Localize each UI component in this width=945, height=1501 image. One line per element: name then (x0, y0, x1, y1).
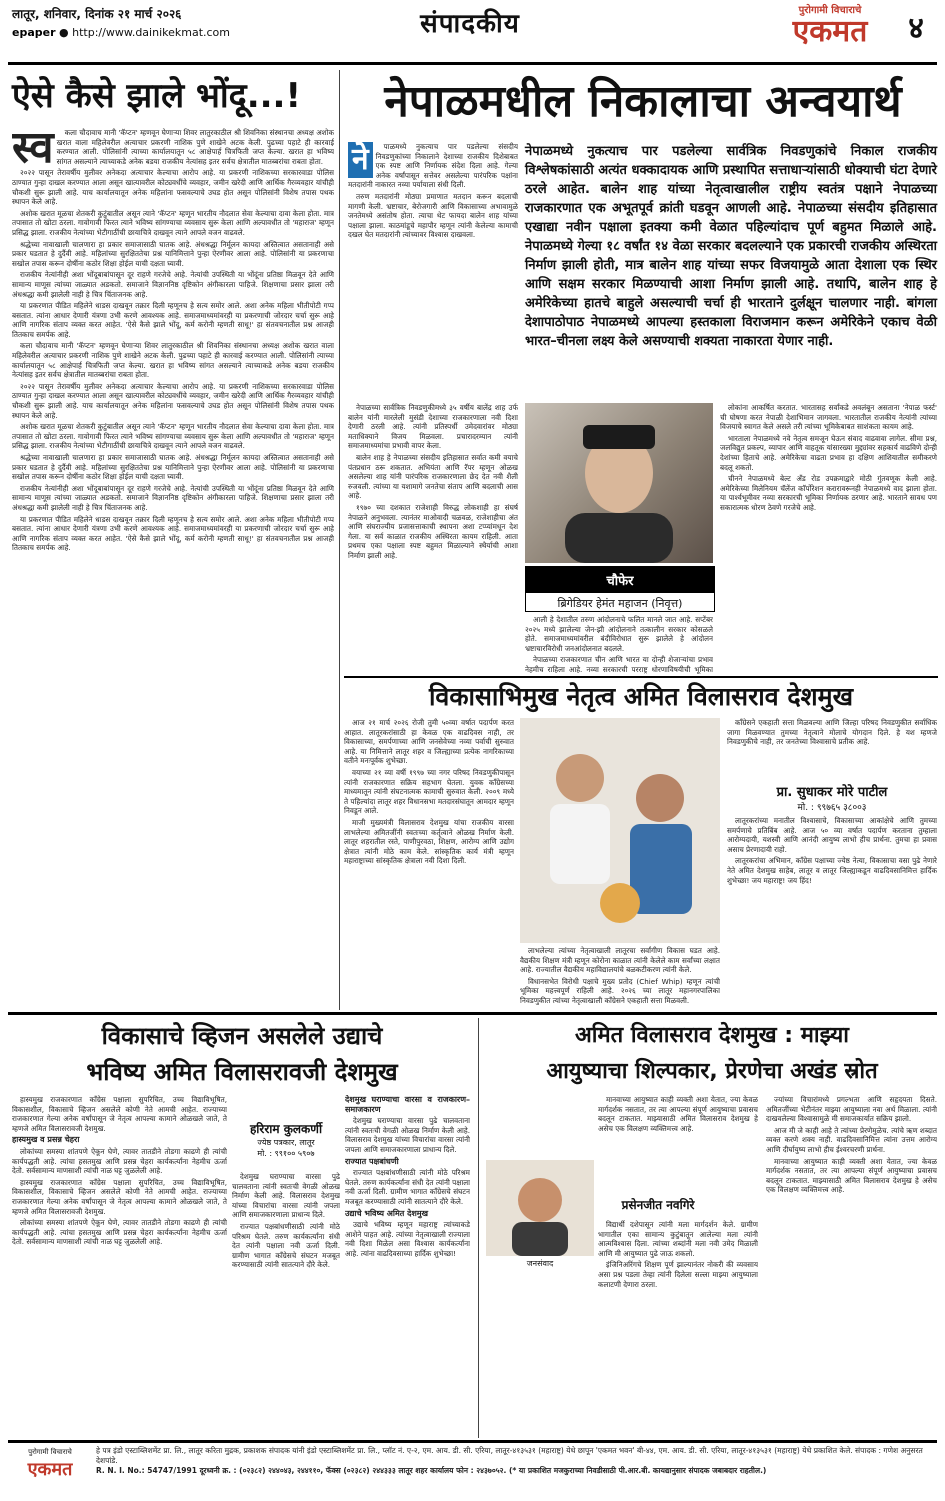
deshmukh-author-name: प्रा. सुधाकर मोरे पाटील (776, 785, 888, 800)
left-article-paragraph: राजकीय नेत्यांनीही अशा भोंदूबाबांपासून दूर राहणे गरजेचे आहे. नेत्यांची उपस्थिती या भोंदूंना प्रतिष्ठा मिळवून देते आणि सामान्य माणूस त्यांच्या जाळ्यात अडकतो. समाजाने विज्ञाननिष्ठ दृष्टिकोन अंगीकारला पाहिजे. शिक्षणाचा प्रसार झाला तरी अंधश्रद्धा कमी झालेली नाही हे चित्र चिंताजनक आहे. (12, 270, 334, 299)
shilpkar-col1-top (598, 1095, 758, 1192)
deshmukh-paragraph: लातूरकरांच्या मनातील विश्वासाचे, विकासाच्या आकांक्षेचे आणि तुमच्या समर्पणाचे प्रतिबिंब आहे. आज ५० व्या वर्षात पदार्पण करताना तुम्हाला आरोग्यदायी, यशस्वी आणि आनंदी आयुष्य लाभो हीच प्रार्थना. तुमचा हा प्रवास असाच प्रेरणादायी राहो. (727, 816, 937, 854)
vision-paragraph: देशमुख घराण्याचा वारसा पुढे चालवताना त्यांनी स्वतःची वेगळी ओळख निर्माण केली आहे. विलासराव देशमुख यांच्या विचारांचा वारसा त्यांनी जपला आणि समाजकारणाला प्राधान्य दिले. (345, 1116, 470, 1154)
globe-icon: ● (59, 26, 69, 39)
left-article-paragraph: राजकीय नेत्यांनीही अशा भोंदूबाबांपासून दूर राहणे गरजेचे आहे. नेत्यांची उपस्थिती या भोंदूंना प्रतिष्ठा मिळवून देते आणि सामान्य माणूस त्यांच्या जाळ्यात अडकतो. समाजाने विज्ञाननिष्ठ दृष्टिकोन अंगीकारला पाहिजे. शिक्षणाचा प्रसार झाला तरी अंधश्रद्धा कमी झालेली नाही हे चित्र चिंताजनक आहे. (12, 483, 334, 512)
shilpkar-headline (486, 1018, 938, 1090)
main-article-paragraph: चीनने नेपाळमध्ये बेल्ट अँड रोड उपक्रमाद्वारे मोठी गुंतवणूक केली आहे. अमेरिकेच्या मिलेनियम चॅलेंज कॉर्पोरेशन करारावरूनही नेपाळमध्ये वाद झाला होता. या पार्श्वभूमीवर नव्या सरकारची भूमिका निर्णायक ठरणार आहे. भारताने सावध पण सकारात्मक धोरण ठेवणे गरजेचे आहे. (720, 474, 937, 512)
shilpkar-author-name: प्रसेनजीत नवगिरे (621, 1198, 695, 1212)
deshmukh-col2 (520, 946, 720, 1008)
vision-subhead: राज्यात पक्षबांधणी (345, 1156, 399, 1166)
shilpkar-col1-bottom (598, 1220, 758, 1435)
vision-subhead: देशमुख घराण्याचा वारसा व राजकारण–समाजकारण (345, 1095, 470, 1114)
main-article-paragraph: पाळमध्ये नुकत्याच पार पडलेल्या संसदीय निवडणुकांच्या निकालाने देशाच्या राजकीय दिशेबाबत एक स्पष्ट आणि निर्णायक संदेश दिला आहे. गेल्या अनेक वर्षांपासून सत्तेवर असलेल्या पारंपरिक पक्षांना मतदारांनी नाकारत नव्या पर्यायाला संधी दिली. (348, 142, 518, 190)
author-column-name: चौफेर (526, 567, 714, 593)
deshmukh-paragraph: विधानसभेत विरोधी पक्षाचे मुख्य प्रतोद (Chief Whip) म्हणून त्यांची भूमिका महत्त्वपूर्ण राहिली आहे. २०२६ च्या लातूर महानगरपालिका निवडणुकीत त्यांच्या नेतृत्वाखाली काँग्रेसने एकहाती सत्ता मिळवली. (520, 976, 720, 1005)
shilpkar-col2 (766, 1095, 937, 1435)
main-article-paragraph: नेपाळच्या सार्वत्रिक निवडणुकीमध्ये ३५ वर्षीय बालेंद्र शाह उर्फ बालेन यांनी मारलेली मुसंडी देशाच्या राजकारणाला नवी दिशा देणारी ठरली आहे. त्यांनी प्रतिस्पर्धी उमेदवारांवर मोठ्या मताधिक्याने विजय मिळवला. प्रचारादरम्यान त्यांनी समाजमाध्यमांचा प्रभावी वापर केला. (348, 403, 518, 451)
vision-subhead: हास्यमुख व प्रसन्न चेहरा (12, 1135, 80, 1145)
section-title: संपादकीय (420, 9, 520, 39)
main-article-paragraph: नेपाळच्या राजकारणात चीन आणि भारत या दोन्ही शेजाऱ्यांचा प्रभाव नेहमीच राहिला आहे. नव्या सरकारची परराष्ट्र धोरणाविषयीची भूमिका (525, 655, 713, 674)
left-article-headline: ऐसे कैसे झाले भोंदू...! (12, 76, 301, 116)
deshmukh-paragraph: वयाच्या २१ व्या वर्षी १९९७ च्या नगर परिषद निवडणुकीपासून त्यांनी राजकारणात सक्रिय सहभाग घेतला. युवक काँग्रेसच्या माध्यमातून त्यांनी संघटनात्मक कामाची सुरुवात केली. २००९ मध्ये ते पहिल्यांदा लातूर शहर विधानसभा मतदारसंघातून आमदार म्हणून निवडून आले. (344, 767, 514, 816)
footer-imprint-line2: R. N. I. No.: 54747/1991 दूरध्वनी क्र. : (०२३८२) २४४०४३, २४४११०, फॅक्स (०२३८२) २४४३३३ लातूर शहर कार्यालय फोन : २४३७०५२. (* या प्रकाशित मजकुराच्या निवडीसाठी पी.आर.बी. कायद्यानुसार संपादक जबाबदार राहतील.) (96, 1466, 767, 1475)
left-article-paragraph: या प्रकरणात पीडित महिलेने धाडस दाखवून तक्रार दिली म्हणूनच हे सत्य समोर आले. अशा अनेक महिला भीतीपोटी गप्प बसतात. त्यांना आधार देणारी यंत्रणा उभी करणे आवश्यक आहे. समाजमाध्यमांवरही या प्रकरणाची जोरदार चर्चा सुरू आहे आणि नागरिक संताप व्यक्त करत आहेत. 'ऐसे कैसे झाले भोंदू, कर्म करोनी म्हणती साधू!' हा संतवचनातील प्रश्न आजही तितकाच समर्पक आहे. (12, 514, 334, 553)
left-article-paragraph: २०२२ पासून तेरावर्षीय मुलीवर अनेकदा अत्याचार केल्याचा आरोप आहे. या प्रकरणी नाशिकच्या सरकारवाडा पोलिस ठाण्यात गुन्हा दाखल करण्यात आला असून खात्यावरील कोट्यवधींचे व्यवहार, जमीन खरेदी आणि आर्थिक गैरव्यवहार यांचीही चौकशी सुरू झाली आहे. याच कार्यालयातून अनेक महिलांना फसवल्याचे उघड होत असून पोलिसांनी विशेष तपास पथक स्थापन केले आहे. (12, 168, 334, 207)
vision-paragraph: राज्यात पक्षबांधणीसाठी त्यांनी मोठे परिश्रम घेतले. तरुण कार्यकर्त्यांना संधी देत त्यांनी पक्षाला नवी ऊर्जा दिली. ग्रामीण भागात काँग्रेसचे संघटन मजबूत करण्यासाठी त्यांनी सातत्याने दौरे केले. (345, 1168, 470, 1206)
main-article-paragraph: १९७० च्या दशकात राजेशाही विरुद्ध लोकशाही हा संघर्ष नेपाळने अनुभवला. त्यानंतर माओवादी चळवळ, राजेशाहीचा अंत आणि संघराज्यीय प्रजासत्ताकाची स्थापना अशा टप्प्यांमधून देश गेला. या सर्व काळात राजकीय अस्थिरता कायम राहिली. आता प्रथमच एका पक्षाला स्पष्ट बहुमत मिळाल्याने स्थैर्याची आशा निर्माण झाली आहे. (348, 502, 518, 560)
vision-headline-line2: भविष्य अमित विलासरावजी देशमुख (86, 1058, 398, 1086)
vision-headline (12, 1018, 472, 1090)
main-article-paragraph: आली हे देशातील तरुण आंदोलनाचे फलित मानले जात आहे. सप्टेंबर २०२५ मध्ये झालेल्या जेन-झी आंदोलनाने तत्कालीन सरकार कोसळले होते. समाजमाध्यमांवरील बंदीविरोधात सुरू झालेले हे आंदोलन भ्रष्टाचारविरोधी जनआंदोलनात बदलले. (525, 615, 713, 653)
vision-col3 (345, 1095, 470, 1435)
left-article-paragraph: २०२२ पासून तेरावर्षीय मुलीवर अनेकदा अत्याचार केल्याचा आरोप आहे. या प्रकरणी नाशिकच्या सरकारवाडा पोलिस ठाण्यात गुन्हा दाखल करण्यात आला असून खात्यावरील कोट्यवधींचे व्यवहार, जमीन खरेदी आणि आर्थिक गैरव्यवहार यांचीही चौकशी सुरू झाली आहे. याच कार्यालयातून अनेक महिलांना फसवल्याचे उघड होत असून पोलिसांनी विशेष तपास पथक स्थापन केले आहे. (12, 381, 334, 420)
shilpkar-paragraph: मानवाच्या आयुष्यात काही व्यक्ती अशा येतात, ज्या केवळ मार्गदर्शक नसतात, तर त्या आपल्या संपूर्ण आयुष्याचा प्रवासच बदलून टाकतात. माझ्यासाठी अमित विलासराव देशमुख हे असेच एक विलक्षण व्यक्तिमत्त्व आहे. (766, 1156, 937, 1195)
main-article-col2 (525, 615, 713, 675)
vision-col1 (12, 1095, 227, 1435)
left-article-paragraph: कला चौदावाच मानी 'कॅप्टन' म्हणवून घेणाऱ्या शिवर लातुरकाठील श्री शिवनिका संस्थानचा अध्यक्ष अशोक खरात वाला महिलेवरील अत्याचार प्रकरणी नाशिक पुणे शाखेने अटक केली. पुढच्या पहाटे ही कारवाई करण्यात आली. पोलिसांनी त्याच्या कार्यालयातून ५८ आक्षेपार्ह चित्रफिती जप्त केल्या. खरात हा भविष्य सांगत असल्याने त्याच्याकडे अनेक बडया राजकीय नेत्यांसह इतर सर्वच क्षेत्रातील मातब्बरांचा राबता होता. (12, 341, 334, 380)
page-number: ४ (896, 6, 936, 50)
epaper-link[interactable] (12, 25, 312, 41)
author-photo (525, 403, 713, 563)
vision-author-phone: मो. : ९९१०० ५९०७ (257, 1149, 315, 1158)
vision-byline (232, 1120, 340, 1168)
main-article-paragraph: लोकांना आकर्षित करतात. भारतासह सर्वांकडे अवलंबून असताना 'नेपाळ फर्स्ट' ची घोषणा करत नेपाळी देशाभिमान जागवला. भारतातील राजकीय नेत्यांनी त्यांच्या विजयाचे स्वागत केले असले तरी त्यांच्या भूमिकेबाबत साशंकता कायम आहे. (720, 403, 937, 432)
deshmukh-paragraph: माजी मुख्यमंत्री विलासराव देशमुख यांचा राजकीय वारसा लाभलेल्या अमितजींनी स्वतःच्या कर्तृत्वाने ओळख निर्माण केली. लातूर शहरातील रस्ते, पाणीपुरवठा, शिक्षण, आरोग्य आणि उद्योग क्षेत्रात त्यांनी मोठे काम केले. सांस्कृतिक कार्य मंत्री म्हणून महाराष्ट्राच्या सांस्कृतिक क्षेत्राला नवी दिशा दिली. (344, 817, 514, 866)
page-header-left (12, 6, 312, 41)
main-article-headline: नेपाळमधील निकालाचा अन्वयार्थ (384, 76, 902, 127)
deshmukh-col3-bottom (727, 816, 937, 1008)
deshmukh-paragraph: काँग्रेसने एकहाती सत्ता मिळवल्या आणि जिल्हा परिषद निवडणुकीत सर्वाधिक जागा मिळवण्यात तुमच्या नेतृत्वाने मोलाचे योगदान दिले. हे यश म्हणजे निवडणुकीचे नाही, तर जनतेच्या विश्वासाचे प्रतीक आहे. (727, 718, 937, 747)
deshmukh-col1 (344, 718, 514, 1008)
vision-author-name: हरिराम कुलकर्णी (249, 1122, 323, 1136)
main-article-dropcap: ने (348, 142, 373, 178)
footer-divider (8, 1440, 937, 1443)
footer-masthead-name: एकमत (27, 1459, 73, 1480)
section-divider (344, 676, 938, 678)
deshmukh-portrait-icon (520, 718, 720, 943)
deshmukh-author-phone: मो. : ९९७६५ ३८००३ (797, 803, 867, 813)
author-name: ब्रिगेडियर हेमंत महाजन (निवृत्त) (557, 597, 683, 610)
author-box (525, 566, 715, 612)
footer-imprint (96, 1446, 936, 1490)
left-article-paragraph: या प्रकरणात पीडित महिलेने धाडस दाखवून तक्रार दिली म्हणूनच हे सत्य समोर आले. अशा अनेक महिला भीतीपोटी गप्प बसतात. त्यांना आधार देणारी यंत्रणा उभी करणे आवश्यक आहे. समाजमाध्यमांवरही या प्रकरणाची जोरदार चर्चा सुरू आहे आणि नागरिक संताप व्यक्त करत आहेत. 'ऐसे कैसे झाले भोंदू, कर्म करोनी म्हणती साधू!' हा संतवचनातील प्रश्न आजही तितकाच समर्पक आहे. (12, 301, 334, 339)
footer-imprint-line1: हे पत्र इंडो एस्टाब्लिशमेंट प्रा. लि., लातूर करिता मुद्रक, प्रकाशक संपादक यांनी इंडो एस्टाब्लिशमेंट प्रा. लि., प्लॉट नं. ए-२, एम. आय. डी. सी. एरिया, लातूर-४१३५३१ (महाराष्ट्र) येथे छापून 'एकमत भवन' बी-४४, एम. आय. डी. सी. एरिया, लातूर-४१३५३१ (महाराष्ट्र) येथे प्रकाशित केले. संपादक : गणेश अनुसरत देशपांडे. (96, 1446, 923, 1465)
deshmukh-paragraph: लातूरकरांचा अभिमान, काँग्रेस पक्षाच्या ज्येष्ठ नेत्या, विकासाचा वसा पुढे नेणारे नेते अमित देशमुख साहेब, लातूर व लातूर जिल्ह्याकडून वाढदिवसानिमित्त हार्दिक शुभेच्छा! जय महाराष्ट्र! जय हिंद! (727, 856, 937, 885)
vision-subhead: उद्याचे भविष्य अमित देशमुख (345, 1208, 429, 1218)
left-article-paragraph: कला चौदावाच मानी 'कॅप्टन' म्हणवून घेणाऱ्या शिवर लातुरकाठील श्री शिवनिका संस्थानचा अध्यक्ष अशोक खरात वाला महिलेवरील अत्याचार प्रकरणी नाशिक पुणे शाखेने अटक केली. पुढच्या पहाटे ही कारवाई करण्यात आली. पोलिसांनी त्याच्या कार्यालयातून ५८ आक्षेपार्ह चित्रफिती जप्त केल्या. खरात हा भविष्य सांगत असल्याने त्याच्याकडे अनेक बडया राजकीय नेत्यांसह इतर सर्वच क्षेत्रातील मातब्बरांचा राबता होता. (56, 128, 334, 166)
main-article-col1-top (348, 142, 518, 397)
shilpkar-paragraph: विद्यार्थी दशेपासून त्यांनी मला मार्गदर्शन केले. ग्रामीण भागातील एका सामान्य कुटुंबातून आलेल्या मला त्यांनी आत्मविश्वास दिला. त्यांच्या शब्दांनी मला नवी उमेद मिळाली आणि मी आयुष्यात पुढे जाऊ शकलो. (598, 1220, 758, 1258)
author-portrait-icon (525, 403, 713, 563)
vision-paragraph: राज्यात पक्षबांधणीसाठी त्यांनी मोठे परिश्रम घेतले. तरुण कार्यकर्त्यांना संधी देत त्यांनी पक्षाला नवी ऊर्जा दिली. ग्रामीण भागात काँग्रेसचे संघटन मजबूत करण्यासाठी त्यांनी सातत्याने दौरे केले. (232, 1221, 340, 1270)
shilpkar-paragraph: इंजिनिअरिंगचे शिक्षण पूर्ण झाल्यानंतर नोकरी की व्यवसाय असा प्रश्न पडला तेव्हा त्यांनी दिलेला सल्ला माझ्या आयुष्याला कलाटणी देणारा ठरला. (598, 1260, 758, 1289)
vision-paragraph: देशमुख घराण्याचा वारसा पुढे चालवताना त्यांनी स्वतःची वेगळी ओळख निर्माण केली आहे. विलासराव देशमुख यांच्या विचारांचा वारसा त्यांनी जपला आणि समाजकारणाला प्राधान्य दिले. (232, 1172, 340, 1220)
left-article-body (12, 128, 334, 783)
left-article-paragraph: श्रद्धेच्या नावाखाली चालणारा हा प्रकार समाजासाठी घातक आहे. अंधश्रद्धा निर्मूलन कायदा अस्तित्वात असतानाही असे प्रकार घडतात हे दुर्दैवी आहे. महिलांच्या सुरक्षिततेचा प्रश्न यानिमित्ताने पुन्हा ऐरणीवर आला आहे. पोलिसांनी या प्रकरणाचा सखोल तपास करून दोषींना कठोर शिक्षा होईल याची दक्षता घ्यावी. (12, 239, 334, 268)
main-article-paragraph: बालेन शाह हे नेपाळच्या संसदीय इतिहासात सर्वात कमी वयाचे पंतप्रधान ठरू शकतात. अभियंता आणि रॅपर म्हणून ओळख असलेल्या शाह यांनी पारंपरिक राजकारणाला छेद देत नवी शैली रुजवली. त्यांच्या या यशामागे जनतेचा संताप आणि बदलाची आस आहे. (348, 452, 518, 501)
shilpkar-author-photo (486, 1160, 594, 1256)
vision-col2a (232, 1172, 340, 1435)
shilpkar-paragraph: आज मी जे काही आहे ते त्यांच्या प्रेरणेमुळेच. त्यांचे ऋण शब्दात व्यक्त करणे शक्य नाही. वाढदिवसानिमित्त त्यांना उत्तम आरोग्य आणि दीर्घायुष्य लाभो हीच ईश्वरचरणी प्रार्थना. (766, 1125, 937, 1154)
masthead-tagline: पुरोगामी विचाराचे (798, 5, 862, 16)
deshmukh-photo (520, 718, 720, 943)
vision-paragraph: लोकांच्या समस्या शांतपणे ऐकून घेणे, त्यावर तातडीने तोडगा काढणे ही त्यांची कार्यपद्धती आहे. त्यांचा हसतमुख आणि प्रसन्न चेहरा कार्यकर्त्यांना नेहमीच ऊर्जा देतो. सर्वसामान्य माणसाशी त्यांची नाळ घट्ट जुळलेली आहे. (12, 1146, 227, 1176)
main-article-lede: नेपाळमध्ये नुकत्याच पार पडलेल्या सार्वत्रिक निवडणुकांचे निकाल राजकीय विश्लेषकांसाठी अत्यंत धक्कादायक आणि प्रस्थापित सत्ताधाऱ्यांसाठी धोक्याची घंटा देणारे ठरले आहेत. बालेन शाह यांच्या नेतृत्वाखालील राष्ट्रीय स्वतंत्र पक्षाने नेपाळच्या राजकारणात एक अभूतपूर्व क्रांती घडवून आणली आहे. नेपाळच्या संसदीय इतिहासात एखाद्या नवीन पक्षाला इतक्या कमी वेळात पहिल्यांदाच पूर्ण बहुमत मिळाले आहे. नेपाळमध्ये गेल्या १८ वर्षांत १४ वेळा सरकार बदलल्याने एक प्रकारची राजकीय अस्थिरता निर्माण झाली होती, मात्र बालेन शाह यांच्या सफर विजयामुळे आता देशाला एक स्थिर आणि सक्षम सरकार मिळण्याची आशा निर्माण झाली आहे. तथापि, बालेन शाह हे अमेरिकेच्या हातचे बाहुले असल्याची चर्चा ही भारताने दुर्लक्षून चालणार नाही. बांगला देशापाठोपाठ नेपाळमध्ये आपल्या हस्तकाला विराजमान करून अमेरिकेने एकाच वेळी भारत–चीनला लक्ष्य केले असण्याची शक्यता नाकारता येणार नाही. (525, 144, 937, 349)
deshmukh-byline (727, 782, 937, 812)
shilpkar-headline-line2: आयुष्याचा शिल्पकार, प्रेरणेचा अखंड स्रोत (546, 1059, 878, 1084)
deshmukh-headline: विकासाभिमुख नेतृत्व अमित विलासराव देशमुख (428, 682, 854, 711)
vision-author-title: ज्येष्ठ पत्रकार, लातूर (257, 1138, 315, 1147)
shilpkar-author-column: जनसंवाद (526, 1259, 554, 1268)
main-article-paragraph: भारताला नेपाळमध्ये नवे नेतृत्व समजून घेऊन संवाद वाढवावा लागेल. सीमा प्रश्न, जलविद्युत प्रकल्प, व्यापार आणि वाहतूक यांसारख्या मुद्द्यांवर सहकार्य वाढविणे दोन्ही देशांच्या हिताचे आहे. अमेरिकेचा वाढता प्रभाव हा दक्षिण आशियातील समीकरणे बदलू शकतो. (720, 433, 937, 472)
vision-paragraph: हास्यमुख राजकारणात काँग्रेस पक्षाला सुपरिचित, उच्च विद्याविभूषित, विकासशील, विकासाचे व्हिजन असलेले कोणी नेते आमची आहेत. राज्याच्या राजकारणात गेल्या अनेक वर्षांपासून जे नेतृत्व आपल्या कामाने ओळखले जाते, ते म्हणजे अमित विलासरावजी देशमुख. (12, 1095, 227, 1133)
dateline: लातूर, शनिवार, दिनांक २१ मार्च २०२६ (12, 7, 182, 21)
left-article-paragraph: श्रद्धेच्या नावाखाली चालणारा हा प्रकार समाजासाठी घातक आहे. अंधश्रद्धा निर्मूलन कायदा अस्तित्वात असतानाही असे प्रकार घडतात हे दुर्दैवी आहे. महिलांच्या सुरक्षिततेचा प्रश्न यानिमित्ताने पुन्हा ऐरणीवर आला आहे. पोलिसांनी या प्रकरणाचा सखोल तपास करून दोषींना कठोर शिक्षा होईल याची दक्षता घ्यावी. (12, 453, 334, 482)
left-article-paragraph: अशोक खरात मूळचा शेतकरी कुटुंबातील असून त्याने 'कॅप्टन' म्हणून भारतीय नौदलात सेवा केल्याचा दावा केला होता. मात्र तपासात तो खोटा ठरला. गावोगावी फिरत त्याने भविष्य सांगण्याचा व्यवसाय सुरू केला आणि अल्पावधीत तो 'महाराज' म्हणून प्रसिद्ध झाला. राजकीय नेत्यांच्या भेटीगाठींची छायाचित्रे दाखवून त्याने आपले वजन वाढवले. (12, 208, 334, 237)
epaper-label: epaper (12, 26, 56, 39)
shilpkar-portrait-icon (486, 1160, 594, 1256)
footer-masthead (10, 1448, 90, 1481)
masthead-name: एकमत (792, 14, 868, 49)
column-divider (339, 70, 340, 1010)
main-article-col3 (720, 403, 937, 673)
left-article-paragraph: अशोक खरात मूळचा शेतकरी कुटुंबातील असून त्याने 'कॅप्टन' म्हणून भारतीय नौदलात सेवा केल्याचा दावा केला होता. मात्र तपासात तो खोटा ठरला. गावोगावी फिरत त्याने भविष्य सांगण्याचा व्यवसाय सुरू केला आणि अल्पावधीत तो 'महाराज' म्हणून प्रसिद्ध झाला. राजकीय नेत्यांच्या भेटीगाठींची छायाचित्रे दाखवून त्याने आपले वजन वाढवले. (12, 422, 334, 451)
shilpkar-paragraph: मानवाच्या आयुष्यात काही व्यक्ती अशा येतात, ज्या केवळ मार्गदर्शक नसतात, तर त्या आपल्या संपूर्ण आयुष्याचा प्रवासच बदलून टाकतात. माझ्यासाठी अमित विलासराव देशमुख हे असेच एक विलक्षण व्यक्तिमत्त्व आहे. (598, 1095, 758, 1133)
deshmukh-col3-top (727, 718, 937, 780)
bottom-section-divider (8, 1012, 937, 1015)
vision-headline-line1: विकासाचे व्हिजन असलेले उद्याचे (101, 1022, 383, 1050)
main-article-col1-bottom (348, 403, 518, 673)
main-article-paragraph: तरुण मतदारांनी मोठ्या प्रमाणात मतदान करून बदलाची मागणी केली. भ्रष्टाचार, बेरोजगारी आणि विकासाच्या अभावामुळे जनतेमध्ये असंतोष होता. त्याचा थेट फायदा बालेन शाह यांच्या पक्षाला झाला. काठमांडूचे महापौर म्हणून त्यांनी केलेल्या कामाची दखल घेत मतदारांनी त्यांच्यावर विश्वास दाखवला. (348, 191, 518, 240)
vision-paragraph: उद्याचे भविष्य म्हणून महाराष्ट्र त्यांच्याकडे आशेने पाहत आहे. त्यांच्या नेतृत्वाखाली राज्याला नवी दिशा मिळेल असा विश्वास कार्यकर्त्यांना आहे. त्यांना वाढदिवसाच्या हार्दिक शुभेच्छा! (345, 1220, 470, 1258)
epaper-url[interactable]: http://www.dainikekmat.com (72, 26, 230, 39)
deshmukh-paragraph: लाभलेल्या त्यांच्या नेतृत्वाखाली लातूरचा सर्वांगीण विकास घडत आहे. वैद्यकीय शिक्षण मंत्री म्हणून कोरोना काळात त्यांनी केलेले काम सर्वांच्या लक्षात आहे. राज्यातील वैद्यकीय महाविद्यालयांचे बळकटीकरण त्यांनी केले. (520, 946, 720, 975)
deshmukh-paragraph: आज २१ मार्च २०२६ रोजी तुमी ५०व्या वर्षात पदार्पण करत आहात. लातूरकरांसाठी हा केवळ एक वाढदिवस नाही, तर विकासाच्या, समर्पणाच्या आणि जनसेवेच्या नव्या पर्वाची सुरुवात आहे. या निमित्ताने लातूर शहर व जिल्ह्याच्या प्रत्येक नागरिकाच्या वतीने मनःपूर्वक शुभेच्छा. (344, 718, 514, 766)
header-divider (8, 62, 937, 65)
column-divider (478, 1018, 479, 1438)
shilpkar-headline-line1: अमित विलासराव देशमुख : माझ्या (574, 1023, 850, 1048)
vision-paragraph: लोकांच्या समस्या शांतपणे ऐकून घेणे, त्यावर तातडीने तोडगा काढणे ही त्यांची कार्यपद्धती आहे. त्यांचा हसतमुख आणि प्रसन्न चेहरा कार्यकर्त्यांना नेहमीच ऊर्जा देतो. सर्वसामान्य माणसाशी त्यांची नाळ घट्ट जुळलेली आहे. (12, 1218, 227, 1247)
masthead-logo[interactable] (770, 2, 890, 56)
shilpkar-paragraph: ज्यांच्या विचारांमध्ये प्रगल्भता आणि सहृदयता दिसते. अमितजींच्या भेटीनंतर माझ्या आयुष्याला नवा अर्थ मिळाला. त्यांनी दाखवलेल्या विश्वासामुळे मी समाजकार्यात सक्रिय झालो. (766, 1095, 937, 1124)
left-article-dropcap: स्व (12, 128, 54, 173)
vision-paragraph: हास्यमुख राजकारणात काँग्रेस पक्षाला सुपरिचित, उच्च विद्याविभूषित, विकासशील, विकासाचे व्हिजन असलेले कोणी नेते आमची आहेत. राज्याच्या राजकारणात गेल्या अनेक वर्षांपासून जे नेतृत्व आपल्या कामाने ओळखले जाते, ते म्हणजे अमित विलासरावजी देशमुख. (12, 1177, 227, 1216)
footer-masthead-tagline: पुरोगामी विचाराचे (28, 1448, 72, 1456)
